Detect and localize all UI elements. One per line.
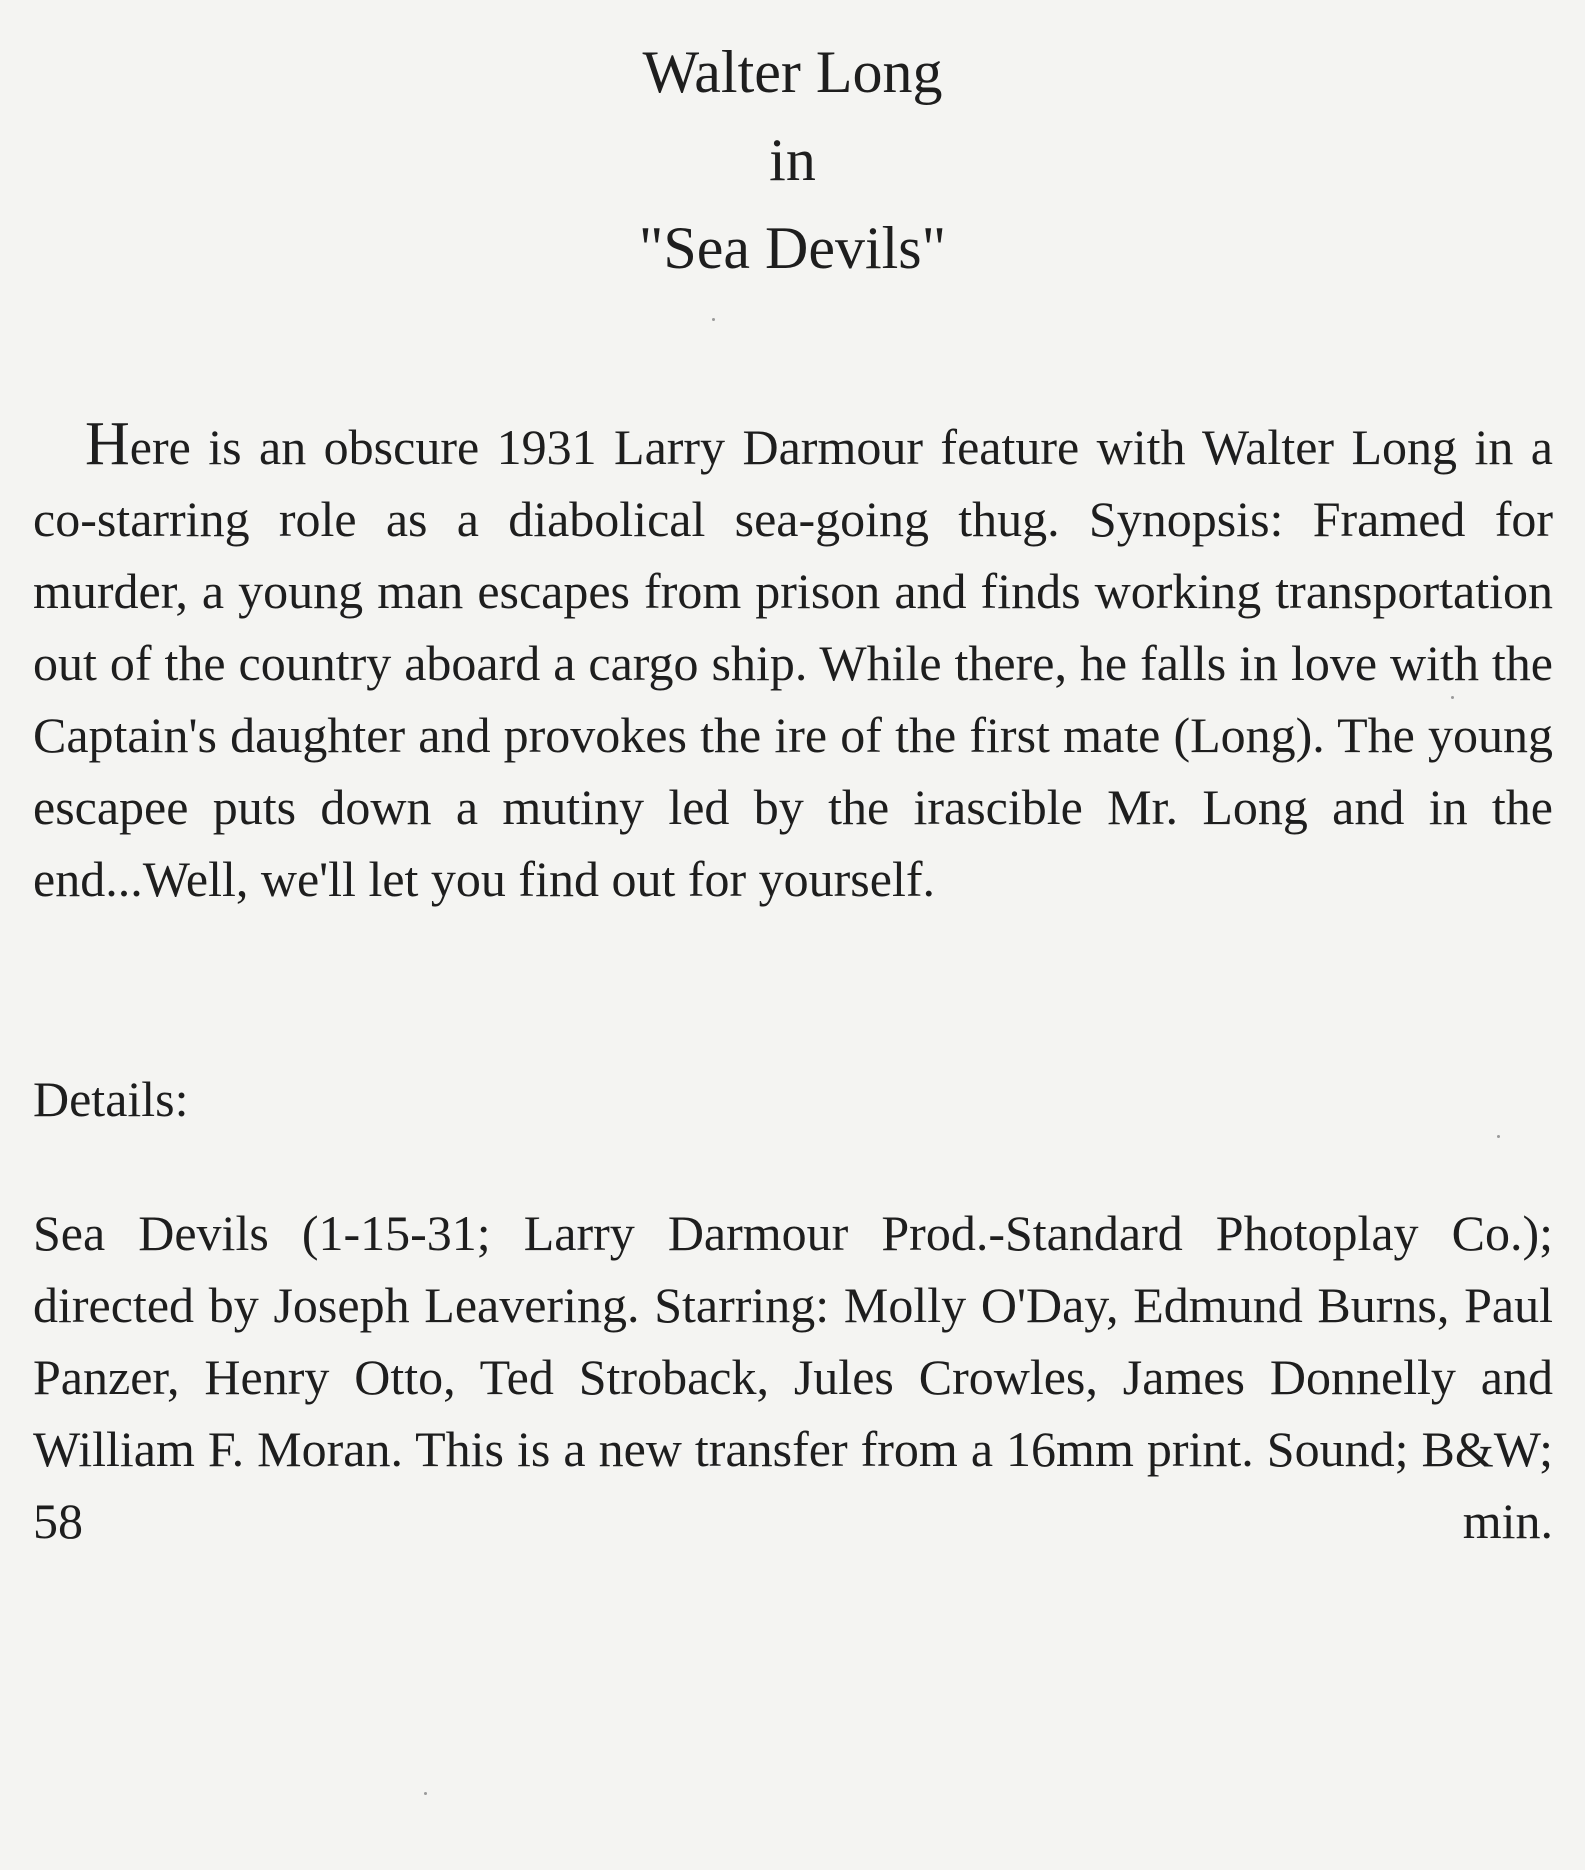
- title-block: [0, 28, 1585, 292]
- intro-text: ere is an obscure 1931 Larry Darmour feature with Walter Long in a co-starring role as a diabolical sea-going thug. Synopsis: Framed for murder, a young man escapes from prison and finds working transportation out of the country aboard a cargo ship. While there, he falls in love with the Captain's daughter and provokes the ire of the first mate (Long). The young escapee puts down a mutiny led by the irascible Mr. Long and in the end...Well, we'll let you find out for yourself.: [33, 419, 1553, 907]
- intro-dropcap: H: [85, 410, 130, 478]
- paper-speck: [1497, 1135, 1500, 1138]
- paper-speck: [424, 1792, 427, 1795]
- details-section: [33, 1197, 1553, 1557]
- title-actor-name: Walter Long: [642, 39, 943, 105]
- details-label-section: [33, 1063, 1553, 1135]
- details-paragraph: Sea Devils (1-15-31; Larry Darmour Prod.-Standard Photoplay Co.); directed by Joseph Leavering. Starring: Molly O'Day, Edmund Burns, Paul Panzer, Henry Otto, Ted Stroback, Jules Crowles, James Donnelly and William F. Moran. This is a new transfer from a 16mm print. Sound; B&W; 58 min.: [33, 1205, 1553, 1549]
- title-connector: in: [769, 127, 816, 193]
- intro-paragraph: [33, 408, 1553, 915]
- title-film-name: "Sea Devils": [638, 215, 947, 281]
- intro-section: [33, 408, 1553, 915]
- paper-speck: [712, 318, 715, 321]
- details-label: Details:: [33, 1071, 189, 1127]
- paper-speck: [1451, 696, 1454, 699]
